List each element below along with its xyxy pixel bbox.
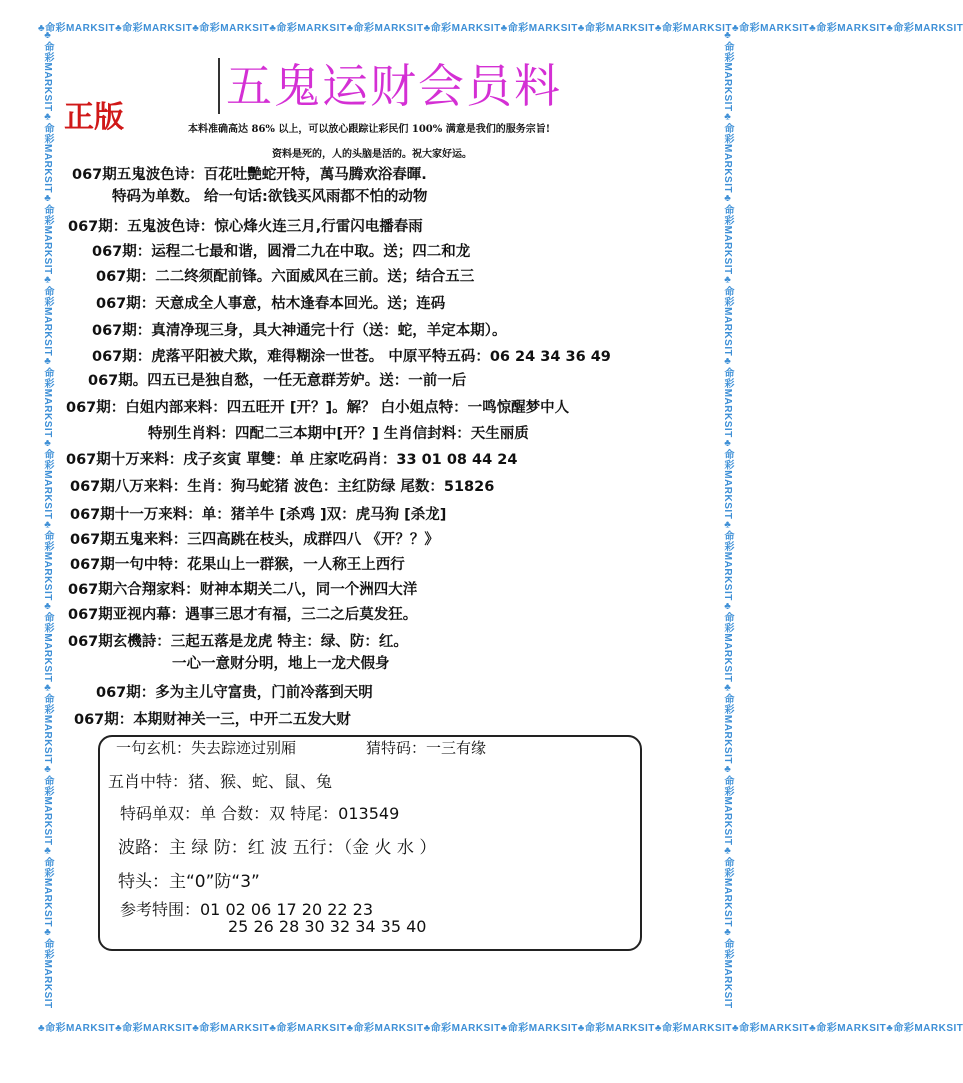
info-line: 067期亚视内幕：遇事三思才有福，三二之后莫发狂。 xyxy=(68,607,418,623)
box-wave: 波路：主 绿 防：红 波 五行：（金 火 水 ） xyxy=(118,838,437,858)
info-line: 特码为单数。 给一句话:欲钱买风雨都不怕的动物 xyxy=(112,189,428,205)
page-title: 五鬼运财会员料 xyxy=(218,58,562,114)
info-line: 067期：多为主儿守富贵，门前冷落到天明 xyxy=(96,685,373,701)
info-line: 067期：二二终须配前锋。六面威风在三前。送；结合五三 xyxy=(96,269,475,285)
info-line: 067期十万来料：戌子亥寅 單雙：单 庄家吃码肖：33 01 08 44 24 xyxy=(66,452,518,468)
box-guess: 猜特码：一三有缘 xyxy=(366,739,487,757)
tagline-accuracy: 本料准确高达 86% 以上，可以放心跟踪让彩民们 100% 满意是我们的服务宗旨! xyxy=(188,124,551,135)
info-line: 067期：五鬼波色诗：惊心烽火连三月,行雷闪电播春雨 xyxy=(68,219,423,235)
info-line: 067期：运程二七最和谐，圆滑二九在中取。送；四二和龙 xyxy=(92,244,471,260)
info-line: 一心一意财分明，地上一龙犬假身 xyxy=(172,656,390,672)
info-line: 067期五鬼来料：三四高跳在枝头，成群四八 《开？？》 xyxy=(70,532,439,548)
tagline-luck: 资料是死的，人的头脑是活的。祝大家好运。 xyxy=(272,149,472,160)
info-line: 特别生肖料：四配二三本期中[开？] 生肖信封料：天生丽质 xyxy=(148,426,529,442)
info-line: 067期十一万来料：单：猪羊牛 [杀鸡 ]双：虎马狗 [杀龙] xyxy=(70,507,447,523)
box-riddle: 一句玄机：失去踪迹过别厢 xyxy=(116,739,297,757)
border-left: ♣命彩MARKSIT♣命彩MARKSIT♣命彩MARKSIT♣命彩MARKSIT♣命彩MARKSIT♣命彩MARKSIT♣命彩MARKSIT♣命彩MARKSIT♣命彩MARKSIT♣命彩MARKSIT♣命彩MARKSIT♣命彩MARKSIT xyxy=(42,30,53,1009)
summary-box xyxy=(98,735,642,951)
info-line: 067期：真清净现三身，具大神通完十行（送：蛇，羊定本期）。 xyxy=(92,323,507,339)
info-line: 067期八万来料：生肖：狗马蛇猪 波色：主红防绿 尾数：51826 xyxy=(70,479,495,495)
box-reference-2: 25 26 28 30 32 34 35 40 xyxy=(228,917,427,936)
info-line: 067期：虎落平阳被犬欺，难得糊涂一世苍。 中原平特五码：06 24 34 36 49 xyxy=(92,349,611,365)
info-line: 067期五鬼波色诗：百花吐艷蛇开特，萬马腾欢浴春暉. xyxy=(72,167,427,183)
border-right: ♣命彩MARKSIT♣命彩MARKSIT♣命彩MARKSIT♣命彩MARKSIT♣命彩MARKSIT♣命彩MARKSIT♣命彩MARKSIT♣命彩MARKSIT♣命彩MARKSIT♣命彩MARKSIT♣命彩MARKSIT♣命彩MARKSIT xyxy=(722,30,733,1009)
box-reference: 参考特围：01 02 06 17 20 22 23 xyxy=(120,900,374,919)
border-bottom: ♣命彩MARKSIT♣命彩MARKSIT♣命彩MARKSIT♣命彩MARKSIT♣命彩MARKSIT♣命彩MARKSIT♣命彩MARKSIT♣命彩MARKSIT♣命彩MARKSIT♣命彩MARKSIT♣命彩MARKSIT♣命彩MARKSIT xyxy=(38,1023,963,1034)
info-line: 067期六合翔家料：财神本期关二八，同一个洲四大洋 xyxy=(68,582,418,598)
badge-genuine: 正版 xyxy=(64,100,124,135)
box-head: 特头：主“0”防“3” xyxy=(118,872,260,892)
border-top: ♣命彩MARKSIT♣命彩MARKSIT♣命彩MARKSIT♣命彩MARKSIT♣命彩MARKSIT♣命彩MARKSIT♣命彩MARKSIT♣命彩MARKSIT♣命彩MARKSIT♣命彩MARKSIT♣命彩MARKSIT♣命彩MARKSIT xyxy=(38,23,963,34)
info-line: 067期一句中特：花果山上一群猴，一人称王上西行 xyxy=(70,557,405,573)
info-line: 067期：天意成全人事意，枯木逢春本回光。送；连码 xyxy=(96,296,446,312)
info-line: 067期玄機詩：三起五落是龙虎 特主：绿、防：红。 xyxy=(68,634,408,650)
box-odd-even: 特码单双：单 合数：双 特尾：013549 xyxy=(120,804,400,823)
info-line: 067期：白姐内部来料：四五旺开 [开？]。解？ 白小姐点特：一鸣惊醒梦中人 xyxy=(66,400,570,416)
info-line: 067期。四五已是独自愁，一任无意群芳妒。送：一前一后 xyxy=(88,373,467,389)
info-line: 067期：本期财神关一三，中开二五发大财 xyxy=(74,712,351,728)
box-five-zodiac: 五肖中特：猪、猴、蛇、鼠、兔 xyxy=(108,772,333,791)
